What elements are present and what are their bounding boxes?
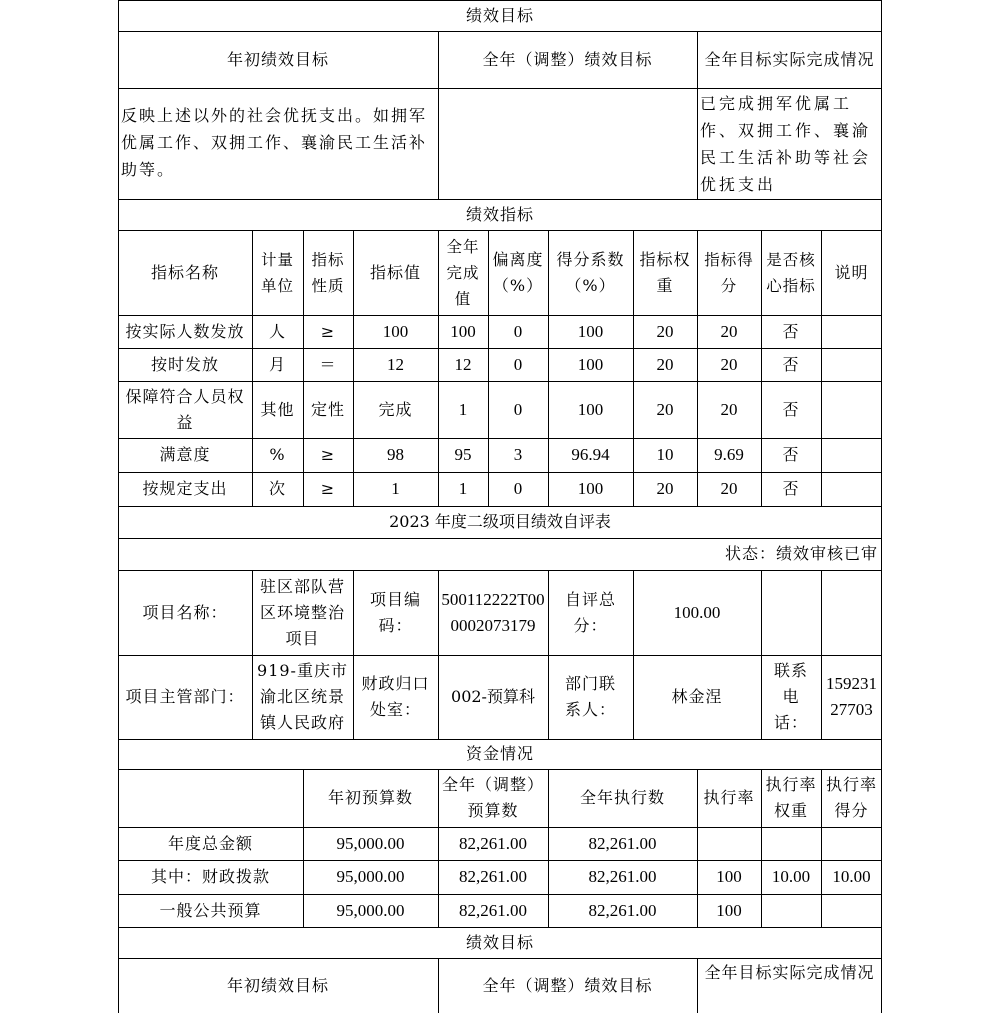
funds-cell-rate-weight: 10.00 (771, 867, 811, 886)
funds-cell-rate: 100 (716, 900, 742, 920)
project-name-label: 项目名称： (142, 602, 228, 622)
header-initial-goal-2: 年初绩效目标 (226, 975, 329, 995)
indicator-cell-name: 保障符合人员权益 (125, 386, 245, 432)
actual-completion-text: 已完成拥军优属工作、双拥工作、襄渝民工生活补助等社会优抚支出 (700, 94, 872, 194)
funds-cell-executed: 82,261.00 (588, 900, 657, 920)
indicator-cell-target: 100 (382, 321, 409, 341)
grid-line-v (438, 31, 439, 199)
indicator-cell-nature: ≥ (320, 321, 336, 341)
table-title: 2023 年度二级项目绩效自评表 (389, 512, 611, 531)
indicator-cell-actual: 100 (450, 321, 476, 341)
indicator-cell-deviation: 3 (513, 445, 523, 464)
indicator-cell-nature: ≥ (320, 479, 336, 498)
grid-line-h (118, 0, 882, 1)
indicator-cell-deviation: 0 (513, 399, 523, 419)
grid-line-h (118, 88, 882, 89)
grid-line-v (697, 769, 698, 927)
indicator-cell-target: 完成 (378, 399, 413, 419)
indicator-cell-deviation: 0 (513, 321, 523, 341)
grid-line-v (303, 230, 304, 506)
indicator-cell-target: 1 (391, 479, 400, 498)
phone-value: 15923127703 (826, 674, 877, 719)
indicator-cell-actual: 95 (454, 445, 472, 464)
indicator-cell-coef: 100 (577, 399, 604, 419)
grid-line-h (118, 199, 882, 200)
grid-line-h (118, 472, 882, 473)
funds-cell-initial: 95,000.00 (336, 900, 405, 920)
office-label: 财政归口处室： (361, 674, 430, 719)
funds-cell-rate: 100 (716, 867, 742, 886)
funds-cell-rate-weight (761, 827, 821, 860)
indicator-cell-score: 20 (720, 354, 738, 374)
section-title-indicators: 绩效指标 (465, 204, 534, 224)
grid-line-v (697, 958, 698, 1013)
indicator-cell-core: 否 (782, 399, 800, 419)
project-code-label: 项目编码： (369, 589, 421, 635)
grid-line-v (633, 230, 634, 506)
header-adjusted-goal: 全年（调整）绩效目标 (482, 49, 653, 69)
indicator-cell-score: 9.69 (714, 445, 744, 464)
indicator-cell-weight: 10 (656, 445, 674, 464)
indicator-cell-core: 否 (782, 445, 800, 464)
grid-line-h (118, 538, 882, 539)
grid-line-v (488, 230, 489, 506)
funds-cell-rate-weight (761, 894, 821, 927)
indicator-cell-unit: % (269, 445, 286, 464)
grid-line-h (118, 31, 882, 32)
indicator-cell-unit: 月 (268, 354, 286, 374)
funds-header-executed: 全年执行数 (579, 788, 665, 807)
grid-line-v (761, 230, 762, 506)
funds-header-rate: 执行率 (703, 788, 755, 807)
self-score-label: 自评总分： (564, 589, 616, 635)
indicator-cell-target: 98 (387, 445, 404, 464)
funds-header-item (118, 769, 303, 827)
grid-line-v (697, 31, 698, 199)
funds-header-rate-weight: 执行率权重 (765, 775, 817, 820)
grid-line-h (118, 827, 882, 828)
grid-line-v (821, 230, 822, 506)
indicator-cell-weight: 20 (656, 399, 674, 419)
funds-cell-initial: 95,000.00 (336, 867, 405, 886)
indicator-cell-coef: 100 (577, 479, 604, 498)
indicator-cell-note (821, 472, 882, 506)
indicator-cell-actual: 12 (454, 354, 472, 374)
indicator-cell-note (821, 438, 882, 472)
grid-line-v (353, 230, 354, 506)
grid-line-h (118, 655, 882, 656)
grid-line-v (252, 570, 253, 739)
indicator-cell-unit: 其他 (260, 399, 295, 419)
indicator-cell-unit: 人 (268, 321, 286, 341)
indicator-cell-core: 否 (782, 479, 800, 498)
grid-line-h (118, 315, 882, 316)
indicator-header-deviation: 偏离度（%） (492, 249, 544, 295)
project-code-value: 500112222T000002073179 (441, 589, 545, 635)
indicator-cell-note (821, 315, 882, 348)
grid-line-h (118, 769, 882, 770)
funds-cell-item: 一般公共预算 (159, 900, 262, 920)
grid-line-h (118, 348, 882, 349)
funds-cell-item: 年度总金额 (167, 833, 253, 853)
grid-line-v (353, 570, 354, 739)
funds-cell-rate-score (821, 827, 882, 860)
funds-cell-adjusted: 82,261.00 (459, 900, 527, 920)
grid-line-h (118, 894, 882, 895)
indicator-cell-nature: ＝ (319, 354, 337, 374)
funds-cell-adjusted: 82,261.00 (459, 833, 527, 853)
grid-line-v (548, 230, 549, 506)
grid-line-h (118, 739, 882, 740)
indicator-header-actual: 全年完成值 (446, 237, 480, 308)
indicator-cell-unit: 次 (268, 479, 286, 498)
funds-cell-adjusted: 82,261.00 (459, 867, 527, 886)
indicator-cell-note (821, 381, 882, 438)
contact-label: 部门联系人： (564, 674, 616, 719)
grid-line-v (438, 958, 439, 1013)
indicator-header-nature: 指标性质 (311, 250, 345, 295)
project-name-value: 驻区部队营区环境整治项目 (259, 576, 345, 648)
indicator-header-coef: 得分系数（%） (556, 249, 625, 295)
grid-line-h (118, 958, 882, 959)
grid-line-h (118, 860, 882, 861)
indicator-header-unit: 计量单位 (260, 250, 294, 295)
blank-cell-b (821, 570, 882, 655)
dept-label: 项目主管部门： (125, 687, 245, 706)
blank-cell-a (761, 570, 821, 655)
indicator-cell-target: 12 (387, 354, 404, 374)
grid-line-v (252, 230, 253, 506)
indicator-header-core: 是否核心指标 (766, 250, 816, 295)
indicator-cell-deviation: 0 (513, 479, 523, 498)
indicator-cell-coef: 100 (577, 321, 604, 341)
indicator-cell-actual: 1 (458, 399, 468, 419)
dept-value: 919-重庆市渝北区统景镇人民政府 (257, 661, 348, 732)
grid-line-v (821, 769, 822, 927)
funds-cell-rate (697, 827, 761, 860)
section-title-goals: 绩效目标 (465, 5, 534, 25)
grid-line-v (761, 769, 762, 927)
indicator-header-score: 指标得分 (704, 250, 754, 295)
grid-line-v (548, 570, 549, 739)
header-actual-completion: 全年目标实际完成情况 (704, 49, 875, 69)
funds-cell-initial: 95,000.00 (336, 833, 405, 853)
grid-line-v (548, 769, 549, 927)
indicator-cell-name: 满意度 (159, 445, 211, 464)
section-title-goals-2: 绩效目标 (465, 932, 534, 952)
indicator-cell-actual: 1 (458, 479, 468, 498)
funds-cell-executed: 82,261.00 (588, 833, 657, 853)
contact-value: 林金涅 (671, 687, 723, 706)
indicator-header-name: 指标名称 (150, 262, 219, 282)
funds-cell-rate-score: 10.00 (832, 867, 871, 886)
indicator-cell-core: 否 (782, 354, 800, 374)
adjusted-goal-text (438, 88, 697, 199)
grid-line-h (118, 570, 882, 571)
header-initial-goal: 年初绩效目标 (226, 49, 329, 69)
grid-line-v (438, 769, 439, 927)
office-value: 002-预算科 (451, 687, 535, 706)
grid-line-v (633, 570, 634, 739)
funds-header-initial: 年初预算数 (327, 788, 413, 807)
section-title-funds: 资金情况 (465, 744, 534, 763)
indicator-cell-weight: 20 (656, 321, 674, 341)
indicator-cell-coef: 96.94 (571, 445, 610, 464)
indicator-header-target: 指标值 (369, 262, 421, 282)
grid-line-h (118, 927, 882, 928)
grid-line-v (438, 570, 439, 739)
header-adjusted-goal-2: 全年（调整）绩效目标 (482, 975, 653, 995)
indicator-cell-deviation: 0 (513, 354, 523, 374)
grid-line-h (118, 438, 882, 439)
initial-goal-text: 反映上述以外的社会优抚支出。如拥军优属工作、双拥工作、襄渝民工生活补助等。 (121, 106, 428, 179)
indicator-cell-score: 20 (720, 399, 738, 419)
indicator-cell-name: 按规定支出 (142, 479, 228, 498)
grid-line-v (118, 0, 119, 1013)
grid-line-v (761, 570, 762, 739)
indicator-cell-name: 按实际人数发放 (125, 321, 245, 341)
indicator-cell-note (821, 348, 882, 381)
indicator-cell-nature: ≥ (320, 445, 336, 464)
grid-line-h (118, 230, 882, 231)
funds-cell-rate-score (821, 894, 882, 927)
grid-line-h (118, 381, 882, 382)
header-actual-completion-2: 全年目标实际完成情况 (704, 963, 875, 982)
indicator-cell-weight: 20 (656, 354, 674, 374)
funds-cell-executed: 82,261.00 (588, 867, 657, 886)
indicator-cell-coef: 100 (577, 354, 604, 374)
grid-line-h (118, 506, 882, 507)
grid-line-v (821, 570, 822, 739)
status-text: 状态：绩效审核已审 (724, 544, 878, 563)
indicator-cell-nature: 定性 (310, 399, 345, 419)
indicator-cell-score: 20 (720, 479, 738, 498)
indicator-header-note: 说明 (834, 262, 869, 282)
funds-header-rate-score: 执行率得分 (825, 775, 877, 820)
indicator-cell-core: 否 (782, 321, 800, 341)
self-score-value: 100.00 (673, 602, 721, 622)
grid-line-v (303, 769, 304, 927)
phone-label: 联系电话： (773, 661, 808, 732)
funds-cell-item: 其中：财政拨款 (150, 867, 270, 886)
funds-header-adjusted: 全年（调整）预算数 (441, 775, 544, 820)
grid-line-v (438, 230, 439, 506)
indicator-cell-weight: 20 (656, 479, 674, 498)
grid-line-v (697, 230, 698, 506)
indicator-header-weight: 指标权重 (639, 249, 691, 295)
indicator-cell-score: 20 (720, 321, 738, 341)
grid-line-v (881, 0, 882, 1013)
indicator-cell-name: 按时发放 (150, 354, 219, 374)
